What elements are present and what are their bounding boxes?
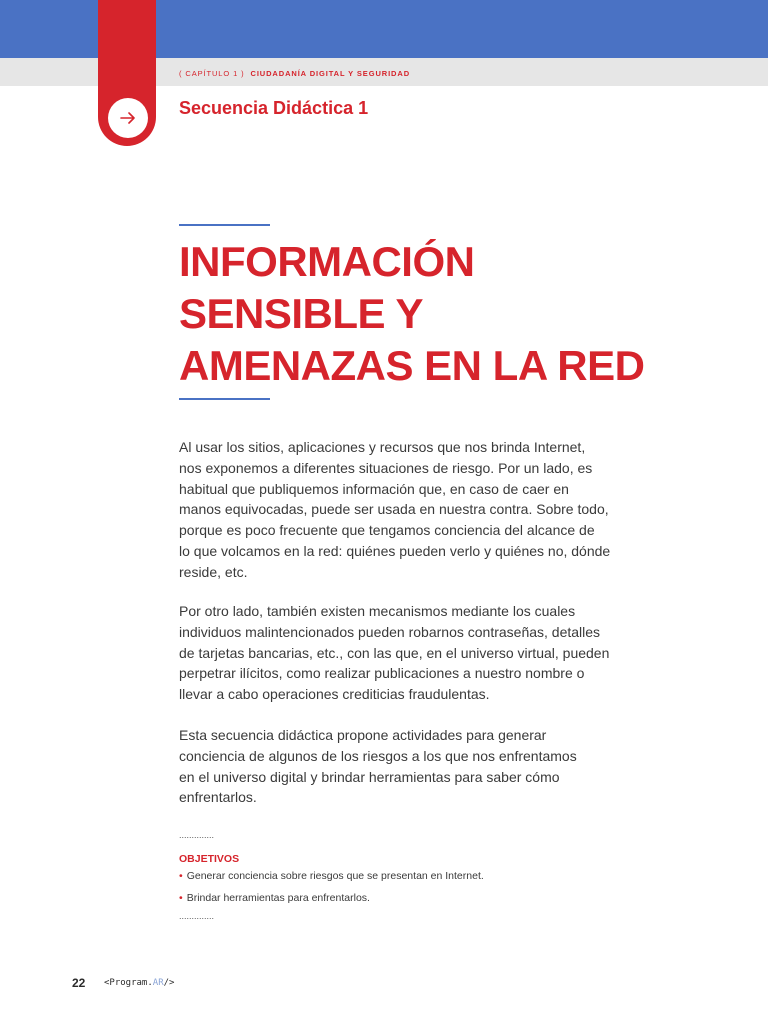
brand-ar: AR — [152, 978, 164, 988]
chapter-number: ( CAPÍTULO 1 ) — [179, 69, 245, 78]
brand-open: <Program. — [104, 978, 153, 988]
headline-rule-bottom — [179, 398, 270, 400]
text-line: manos equivocadas, puede ser usada en nuestra contra. Sobre todo, — [179, 501, 609, 518]
paragraph-threats — [179, 601, 610, 705]
text-line: Esta secuencia didáctica propone actividades para generar — [179, 727, 547, 743]
title-line: INFORMACIÓN — [179, 238, 475, 285]
text-line: individuos malintencionados pueden robarnos contraseñas, detalles — [179, 623, 601, 640]
objective-text: Brindar herramientas para enfrentarlos. — [186, 892, 370, 904]
bullet: • — [179, 892, 183, 904]
bullet: • — [179, 870, 183, 882]
text-line: conciencia de algunos de los riesgos a los que nos enfrentamos — [179, 747, 577, 764]
brand-close: /> — [163, 978, 175, 988]
paragraph-intro — [179, 437, 611, 583]
text-line: nos exponemos a diferentes situaciones de riesgo. Por un lado, es — [179, 459, 593, 476]
title-line: AMENAZAS EN LA RED — [179, 342, 645, 389]
text-line: habitual que publiquemos información que, en caso de caer en — [179, 480, 569, 497]
title-line: SENSIBLE Y — [179, 290, 423, 337]
section-marker — [108, 98, 148, 138]
list-item — [179, 891, 484, 913]
chapter-title: CIUDADANÍA DIGITAL Y SEGURIDAD — [250, 69, 411, 78]
footer-brand — [104, 978, 174, 988]
headline-rule-top — [179, 224, 270, 226]
objectives-title: OBJETIVOS — [179, 853, 240, 865]
objective-text: Generar conciencia sobre riesgos que se presentan en Internet. — [186, 870, 484, 882]
separator-bottom: .............. — [179, 911, 215, 921]
page-title — [179, 236, 739, 392]
text-line: Por otro lado, también existen mecanismos mediante los cuales — [179, 603, 576, 619]
text-line: porque es poco frecuente que tengamos conciencia del alcance de — [179, 522, 595, 539]
text-line: de tarjetas bancarias, etc., con las que, en el universo virtual, pueden — [179, 644, 610, 661]
arrow-right-icon — [120, 112, 136, 124]
text-line: enfrentarlos. — [179, 789, 257, 806]
text-line: llevar a cabo operaciones crediticias fraudulentas. — [179, 686, 490, 703]
objectives-list — [179, 869, 484, 913]
text-line: perpetrar ilícitos, como realizar publicaciones a nuestro nombre o — [179, 665, 585, 682]
text-line: en el universo digital y brindar herramientas para saber cómo — [179, 768, 560, 785]
list-item — [179, 869, 484, 891]
chapter-header — [179, 69, 410, 78]
section-title: Secuencia Didáctica 1 — [179, 98, 369, 118]
text-line: Al usar los sitios, aplicaciones y recursos que nos brinda Internet, — [179, 439, 586, 455]
page-number: 22 — [72, 976, 86, 990]
text-line: lo que volcamos en la red: quiénes pueden verlo y quiénes no, dónde — [179, 542, 611, 559]
text-line: reside, etc. — [179, 563, 248, 580]
separator-top: .............. — [179, 830, 215, 840]
paragraph-purpose — [179, 725, 599, 808]
